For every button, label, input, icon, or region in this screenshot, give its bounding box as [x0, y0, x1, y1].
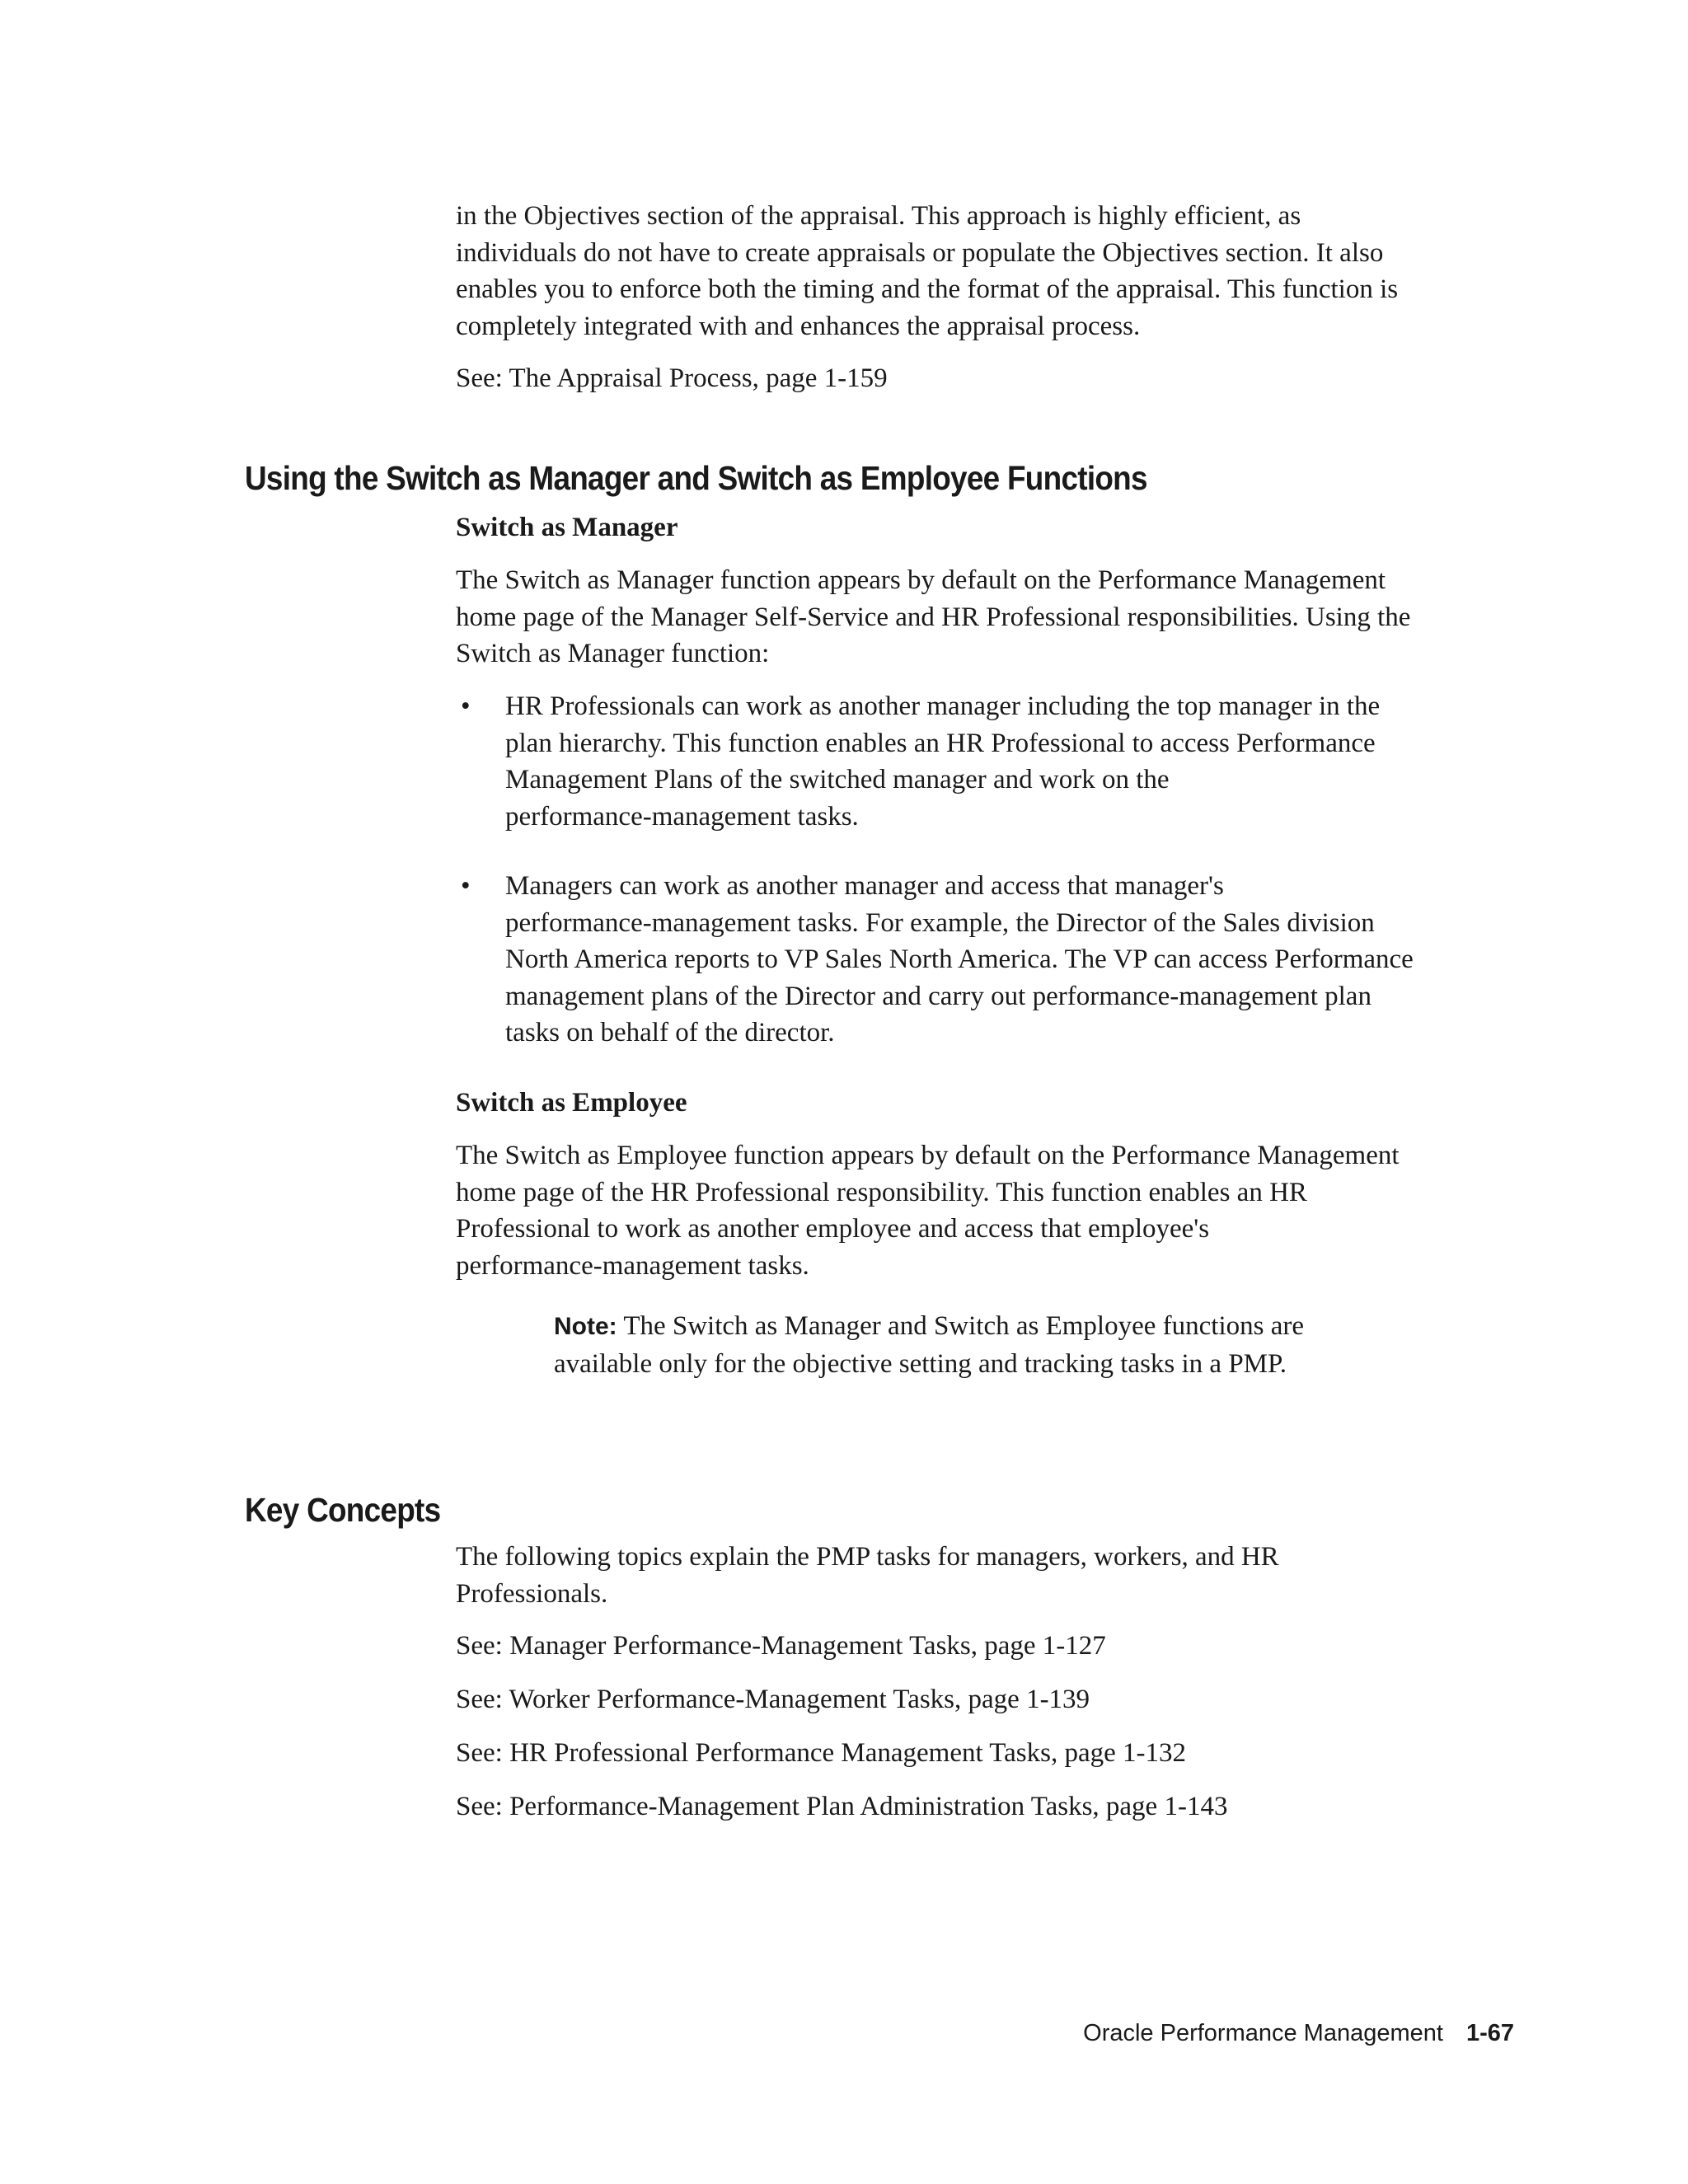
text-line: Managers can work as another manager and access that manager's [505, 871, 1224, 901]
text-line: The Switch as Employee function appears by default on the Performance Management [456, 1141, 1400, 1170]
section-heading-key-concepts: Key Concepts [245, 1491, 441, 1529]
switch-as-employee-paragraph [456, 1137, 1511, 1284]
page-number: 1-67 [1465, 2020, 1514, 2046]
see-also-admin-tasks [456, 1788, 1511, 1825]
cross-reference: See: Performance-Management Plan Administration Tasks, page 1-143 [456, 1792, 1228, 1821]
bullet-item [456, 868, 1527, 1052]
key-concepts-paragraph [456, 1539, 1511, 1612]
see-appraisal-process [456, 360, 1511, 397]
text-line: home page of the Manager Self-Service and HR Professional responsibilities. Using the [456, 602, 1411, 632]
text-line: Professional to work as another employee and access that employee's [456, 1214, 1210, 1244]
see-also-manager-tasks [456, 1628, 1511, 1665]
text-line: The Switch as Manager function appears by default on the Performance Management [456, 565, 1386, 595]
text-line: performance-management tasks. [456, 1250, 809, 1281]
note-label: Note: [554, 1313, 617, 1340]
text-line: North America reports to VP Sales North America. The VP can access Performance [505, 944, 1414, 974]
bullet-text [505, 688, 1527, 835]
page-footer [1083, 2017, 1514, 2050]
text-line: enables you to enforce both the timing and the format of the appraisal. This function is [456, 274, 1399, 304]
note-block [554, 1308, 1461, 1382]
bullet-icon: • [461, 871, 471, 901]
subheading-switch-as-employee-block [456, 1085, 1511, 1121]
bullet-text [505, 868, 1527, 1052]
cross-reference: See: HR Professional Performance Management Tasks, page 1-132 [456, 1738, 1187, 1768]
intro-paragraph [456, 198, 1511, 344]
cross-reference: See: The Appraisal Process, page 1-159 [456, 363, 888, 393]
bullet-item [456, 688, 1527, 835]
subheading-switch-as-employee: Switch as Employee [456, 1088, 687, 1118]
note-text: The Switch as Manager and Switch as Employee functions are [623, 1311, 1304, 1341]
see-also-worker-tasks [456, 1681, 1511, 1718]
cross-reference: See: Manager Performance-Management Tasks, page 1-127 [456, 1631, 1106, 1661]
cross-reference: See: Worker Performance-Management Tasks, page 1-139 [456, 1685, 1090, 1714]
subheading-switch-as-manager: Switch as Manager [456, 513, 678, 542]
see-also-hr-tasks [456, 1735, 1511, 1772]
text-line: completely integrated with and enhances the appraisal process. [456, 311, 1141, 341]
text-line: tasks on behalf of the director. [505, 1018, 835, 1047]
text-line: home page of the HR Professional responsibility. This function enables an HR [456, 1177, 1307, 1207]
text-line: individuals do not have to create appraisals or populate the Objectives section. It also [456, 237, 1384, 268]
text-line: in the Objectives section of the appraisal. This approach is highly efficient, as [456, 201, 1301, 231]
text-line: performance-management tasks. [505, 801, 859, 832]
text-line: Switch as Manager function: [456, 639, 770, 668]
text-line: management plans of the Director and carry out performance-management plan [505, 981, 1372, 1011]
note-line [554, 1308, 1461, 1346]
footer-title: Oracle Performance Management [1083, 2020, 1443, 2046]
text-line: plan hierarchy. This function enables an HR Professional to access Performance [505, 728, 1376, 758]
text-line: Management Plans of the switched manager and work on the [505, 765, 1170, 794]
note-text: available only for the objective setting and tracking tasks in a PMP. [554, 1348, 1287, 1379]
text-line: The following topics explain the PMP tasks for managers, workers, and HR [456, 1542, 1279, 1572]
text-line: HR Professionals can work as another manager including the top manager in the [505, 691, 1381, 721]
bullet-icon: • [461, 691, 471, 721]
section-heading-switch-functions: Using the Switch as Manager and Switch as Employee Functions [245, 459, 1147, 497]
text-line: Professionals. [456, 1578, 608, 1609]
text-line: performance-management tasks. For example, the Director of the Sales division [505, 907, 1375, 938]
subheading-switch-as-manager-block [456, 509, 1511, 546]
switch-as-manager-paragraph [456, 562, 1511, 673]
